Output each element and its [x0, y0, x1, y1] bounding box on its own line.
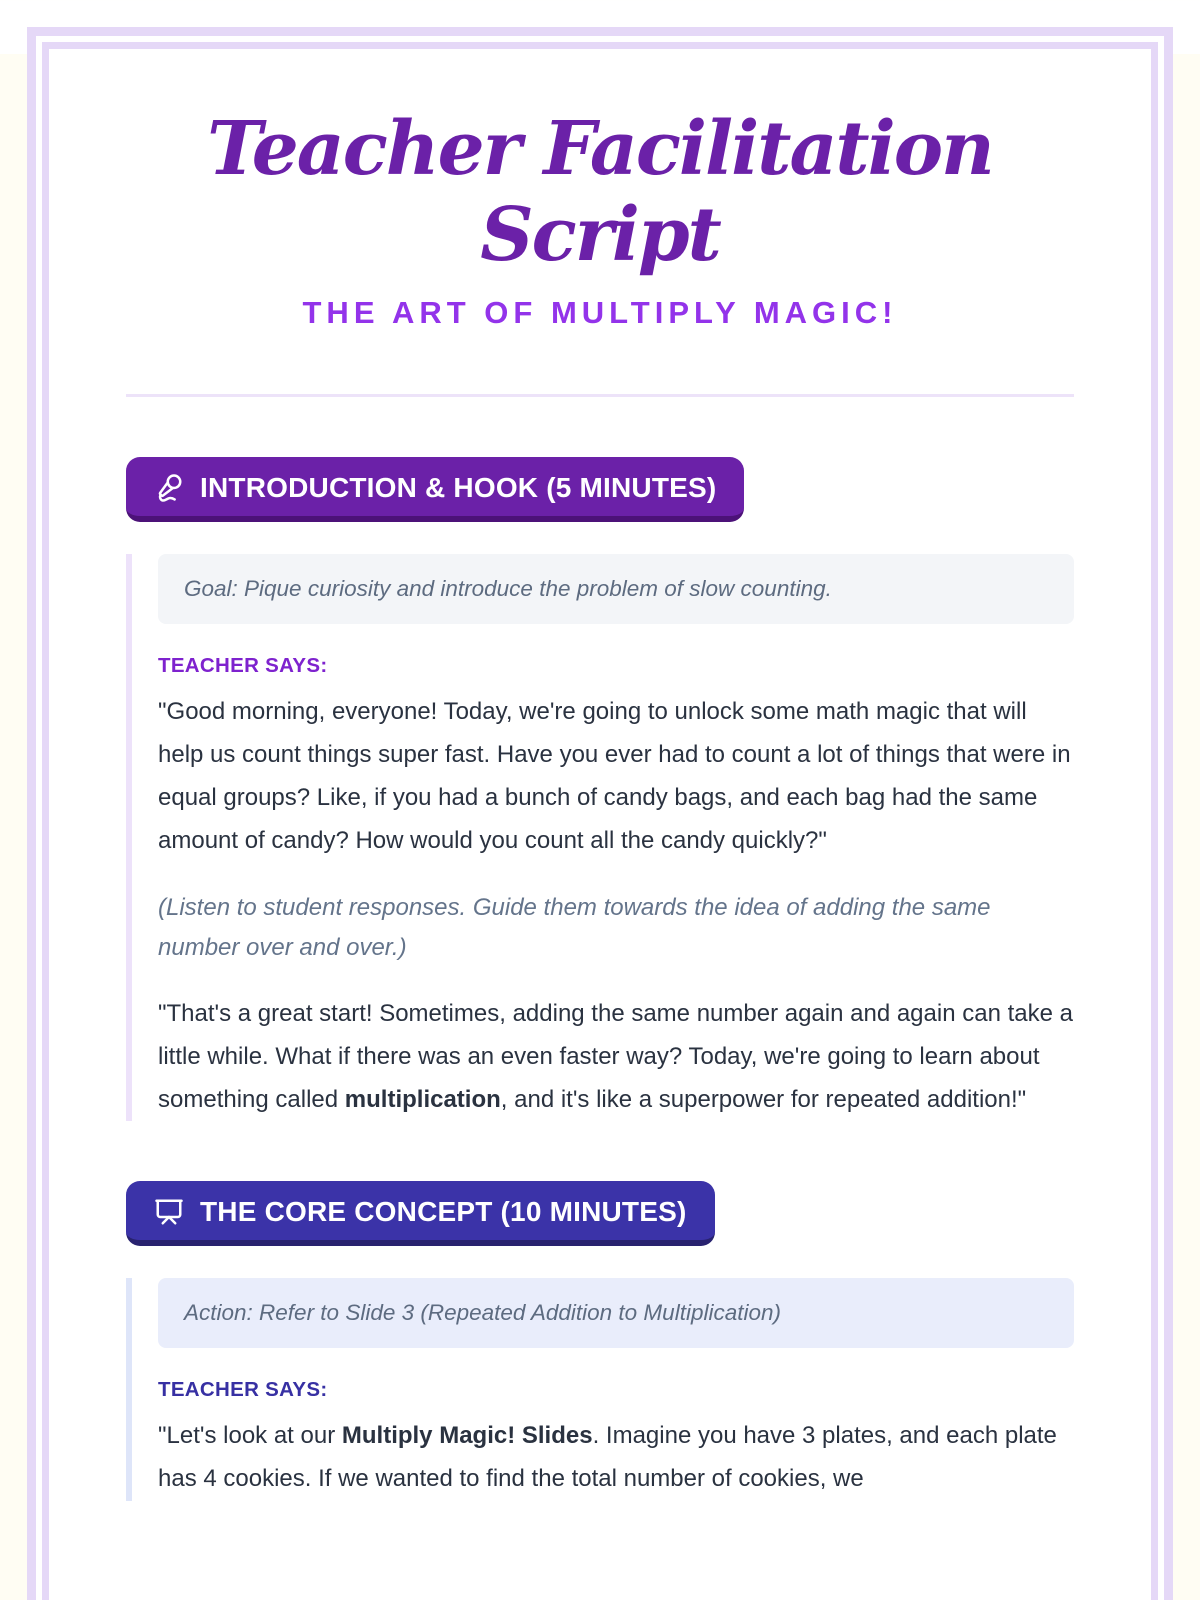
stage-direction-paragraph: [158, 888, 1074, 967]
page-subtitle: THE ART OF MULTIPLY MAGIC!: [302, 294, 898, 330]
section-body: [126, 554, 1074, 1122]
page-background: [0, 27, 1200, 1600]
section-header-badge-core-concept: [126, 1181, 715, 1246]
section-header-label: INTRODUCTION & HOOK (5 MINUTES): [200, 471, 717, 503]
script-text-segment: "Let's look at our: [158, 1422, 342, 1450]
page-title: [126, 107, 1074, 279]
section-body: [126, 1278, 1074, 1500]
script-paragraph: [158, 690, 1074, 863]
document-page: [42, 42, 1158, 1600]
speaker-label: TEACHER SAYS:: [158, 653, 328, 677]
script-text-segment-bold: Multiply Magic! Slides: [341, 1422, 593, 1450]
action-note-text: Action: Refer to Slide 3 (Repeated Addition to Multiplication): [184, 1300, 781, 1326]
page-title-line1: Teacher Facilitation: [207, 106, 993, 192]
speaker-label: TEACHER SAYS:: [158, 1378, 328, 1402]
microphone-icon: [154, 473, 184, 503]
section-introduction-hook: [126, 397, 1074, 1122]
section-header-label: THE CORE CONCEPT (10 MINUTES): [200, 1196, 687, 1228]
goal-note-box: [158, 554, 1074, 624]
page-frame: [27, 27, 1173, 1600]
page-title-line2: Script: [480, 191, 720, 278]
script-paragraph: [158, 992, 1074, 1122]
script-paragraph: [158, 1414, 1074, 1500]
section-header-badge-introduction: [126, 457, 744, 522]
script-text-segment: . Imagine you have 3 plates, and each plate has 4 cookies. If we wanted to find the total number of cookies, we: [158, 1422, 1057, 1493]
presentation-icon: [154, 1197, 184, 1227]
script-text-segment-bold: multiplication: [344, 1085, 501, 1113]
section-core-concept: [126, 1121, 1074, 1500]
script-text-segment: "That's a great start! Sometimes, adding the same number again and again can take a little while. What if there was an even faster way? Today, we're going to learn about something called: [158, 999, 1073, 1113]
action-note-box: [158, 1278, 1074, 1348]
document-header: [126, 107, 1074, 397]
goal-note-text: Goal: Pique curiosity and introduce the problem of slow counting.: [184, 575, 832, 601]
script-text-segment: , and it's like a superpower for repeated addition!": [500, 1085, 1027, 1113]
script-text-segment: "Good morning, everyone! Today, we're going to unlock some math magic that will help us count things super fast. Have you ever had to count a lot of things that were in equal groups? Like, if you had a bunch of candy bags, and each bag had the same amount of candy? How would you count all the candy quickly?": [158, 697, 1071, 855]
script-text-segment: (Listen to student responses. Guide them towards the idea of adding the same number over and over.): [158, 894, 991, 961]
